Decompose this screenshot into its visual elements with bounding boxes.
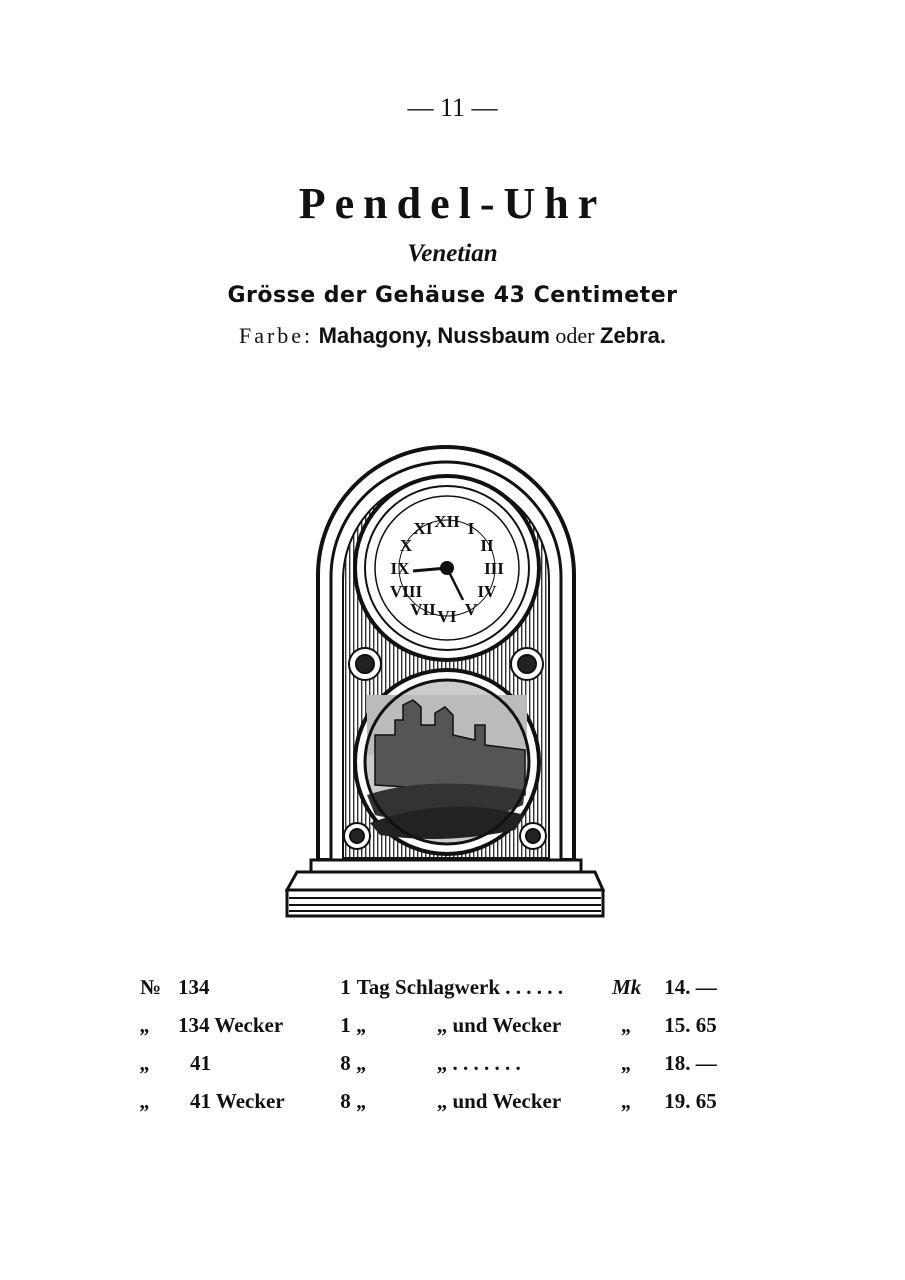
table-row	[140, 1006, 717, 1044]
currency: „	[621, 1088, 632, 1113]
ditto: „	[356, 1088, 368, 1113]
svg-text:IV: IV	[477, 582, 497, 601]
svg-text:IX: IX	[390, 559, 410, 578]
ditto: „	[356, 1050, 368, 1075]
currency: Mk	[612, 974, 642, 999]
svg-text:XII: XII	[434, 512, 460, 531]
row-prefix: №	[140, 974, 162, 999]
row-prefix: „	[140, 1050, 151, 1075]
color-zebra: Zebra.	[600, 323, 667, 348]
pendulum-clock-icon	[285, 435, 607, 922]
svg-text:II: II	[480, 536, 494, 555]
price: 15. 65	[664, 1012, 717, 1037]
model-number: 134 Wecker	[178, 1012, 284, 1037]
model-number: 134	[178, 974, 210, 999]
color-mahagony: Mahagony,	[318, 323, 432, 348]
svg-text:VI: VI	[437, 607, 457, 626]
days: 1	[340, 974, 351, 999]
svg-text:VIII: VIII	[389, 582, 423, 601]
model-name: Venetian	[407, 240, 498, 267]
model-number: 41 Wecker	[190, 1088, 285, 1113]
days: 8	[340, 1088, 351, 1113]
price-table	[140, 968, 717, 1120]
table-row	[140, 1082, 717, 1120]
price: 14. —	[664, 974, 717, 999]
svg-text:III: III	[484, 559, 504, 578]
model-number: 41	[190, 1050, 211, 1075]
table-row	[140, 1044, 717, 1082]
ditto: „	[356, 1012, 368, 1037]
description: „ und Wecker	[436, 1012, 562, 1037]
row-prefix: „	[140, 1088, 151, 1113]
description: „ und Wecker	[436, 1088, 562, 1113]
description: „ . . . . . . .	[436, 1050, 521, 1075]
price: 18. —	[664, 1050, 717, 1075]
currency: „	[621, 1012, 632, 1037]
color-or: oder	[555, 323, 595, 348]
color-nussbaum: Nussbaum	[437, 323, 550, 348]
table-row	[140, 968, 717, 1006]
svg-text:V: V	[464, 600, 478, 619]
svg-text:XI: XI	[413, 519, 433, 538]
currency: „	[621, 1050, 632, 1075]
page-title: Pendel-Uhr	[298, 179, 607, 228]
days: 8	[340, 1050, 351, 1075]
page-number: — 11 —	[407, 93, 498, 122]
svg-text:VII: VII	[410, 600, 436, 619]
days: 1	[340, 1012, 351, 1037]
description: Tag Schlagwerk . . . . . .	[356, 974, 564, 999]
svg-text:I: I	[467, 519, 475, 538]
case-size: Grösse der Gehäuse 43 Centimeter	[227, 283, 678, 308]
color-options	[0, 323, 905, 349]
price: 19. 65	[664, 1088, 717, 1113]
color-label: Farbe:	[238, 323, 314, 348]
svg-text:X: X	[399, 536, 413, 555]
row-prefix: „	[140, 1012, 151, 1037]
